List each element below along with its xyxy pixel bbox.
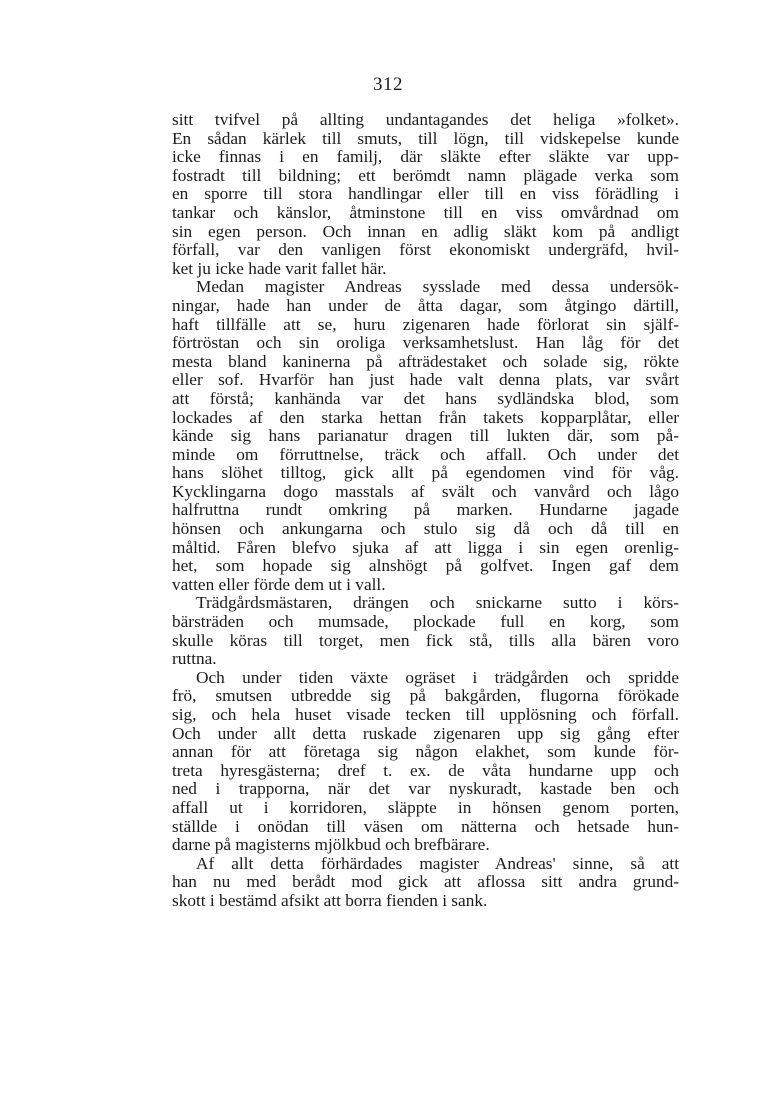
text-line: vatten eller förde dem ut i vall. — [172, 575, 386, 594]
text-line: att förstå; kanhända var det hans sydländska blod, som — [172, 389, 679, 408]
text-line: Medan magister Andreas sysslade med dessa undersök- — [196, 278, 679, 297]
text-line: het, som hopade sig alnshögt på golfvet. Ingen gaf dem — [172, 557, 679, 576]
text-line: En sådan kärlek till smuts, till lögn, till vidskepelse kunde — [172, 129, 679, 148]
text-line: halfruttna rundt omkring på marken. Hundarne jagade — [172, 501, 679, 520]
text-line: skott i bestämd afsikt att borra fienden i sank. — [172, 891, 488, 910]
text-line: tankar och känslor, åtminstone till en viss omvårdnad om — [172, 203, 679, 222]
text-line: annan för att företaga sig någon elakhet, som kunde för- — [172, 743, 679, 762]
text-line: kände sig hans parianatur dragen till lukten där, som på- — [172, 427, 679, 446]
text-line: ket ju icke hade varit fallet här. — [172, 259, 387, 278]
text-line: Kycklingarna dogo masstals af svält och vanvård och lågo — [172, 482, 679, 501]
text-line: ned i trapporna, när det var nyskuradt, kastade ben och — [172, 780, 679, 799]
text-line: en sporre till stora handlingar eller till en viss förädling i — [172, 185, 679, 204]
text-line: affall ut i korridoren, släppte in hönsen genom porten, — [172, 798, 679, 817]
text-line: minde om förruttnelse, träck och affall. Och under det — [172, 445, 679, 464]
text-line: haft tillfälle att se, huru zigenaren hade förlorat sin själf- — [172, 315, 679, 334]
text-line: sitt tvifvel på allting undantagandes det heliga »folket». — [172, 111, 679, 129]
text-line: ställde i onödan till väsen om nätterna och hetsade hun- — [172, 817, 679, 836]
text-line: förtröstan och sin oroliga verksamhetslust. Han låg för det — [172, 334, 679, 353]
text-line: Af allt detta förhärdades magister Andreas' sinne, så att — [196, 854, 679, 873]
text-line: mesta bland kaninerna på afträdestaket och solade sig, rökte — [172, 352, 679, 371]
text-line: bärsträden och mumsade, plockade full en korg, som — [172, 613, 679, 632]
text-line: förfall, var den vanligen först ekonomiskt undergräfd, hvil- — [172, 241, 679, 260]
text-line: fostradt till bildning; ett berömdt namn plägade verka som — [172, 166, 679, 185]
page-number: 312 — [373, 74, 403, 95]
text-line: Och under tiden växte ogräset i trädgården och spridde — [196, 668, 679, 687]
text-line: sin egen person. Och innan en adlig släkt kom på andligt — [172, 222, 679, 241]
text-line: eller sof. Hvarför han just hade valt denna plats, var svårt — [172, 371, 679, 390]
text-line: hans slöhet tilltog, gick allt på egendomen vind för våg. — [172, 464, 679, 483]
text-line: han nu med berådt mod gick att aflossa sitt andra grund- — [172, 873, 679, 892]
text-line: skulle köras till torget, men fick stå, tills alla bären voro — [172, 631, 679, 650]
text-line: ningar, hade han under de åtta dagar, som åtgingo därtill, — [172, 296, 679, 315]
text-line: sig, och hela huset visade tecken till upplösning och förfall. — [172, 706, 679, 724]
body-text — [172, 111, 679, 911]
text-line: ruttna. — [172, 650, 217, 669]
text-line: treta hyresgästerna; dref t. ex. de våta hundarne upp och — [172, 761, 679, 780]
text-line: Och under allt detta ruskade zigenaren upp sig gång efter — [172, 724, 679, 743]
text-line: frö, smutsen utbredde sig på bakgården, flugorna förökade — [172, 687, 679, 706]
text-line: lockades af den starka hettan från takets kopparplåtar, eller — [172, 408, 679, 427]
text-line: darne på magisterns mjölkbud och brefbärare. — [172, 836, 490, 855]
text-line: hönsen och ankungarna och stulo sig då och då till en — [172, 520, 679, 539]
text-line: måltid. Fåren blefvo sjuka af att ligga i sin egen orenlig- — [172, 538, 679, 557]
text-line: icke finnas i en familj, där släkte efter släkte var upp- — [172, 148, 679, 167]
text-line: Trädgårdsmästaren, drängen och snickarne sutto i körs- — [196, 594, 679, 613]
